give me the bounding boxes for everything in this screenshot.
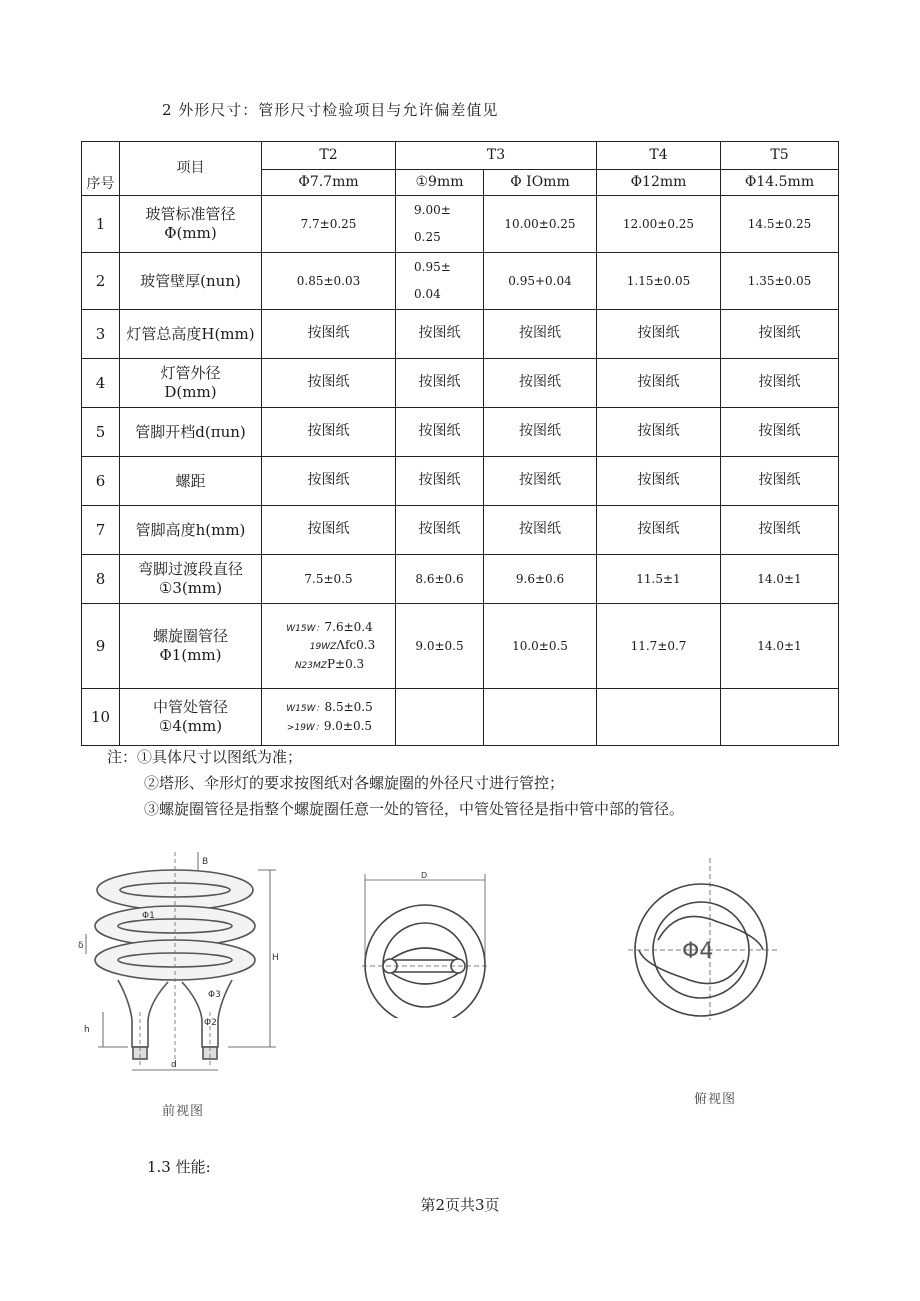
- value-cell: 7.5±0.5: [262, 555, 396, 604]
- table-row: [82, 359, 839, 408]
- value-cell: 0.95+0.04: [484, 253, 597, 310]
- diameter-header: Φ7.7mm: [262, 170, 396, 196]
- value-cell: 1.15±0.05: [597, 253, 721, 310]
- row-number: 4: [82, 359, 120, 408]
- value-cell: 按图纸: [396, 506, 484, 555]
- value-cell: 按图纸: [484, 408, 597, 457]
- diameter-header: ①9mm: [396, 170, 484, 196]
- value-cell: 0.85±0.03: [262, 253, 396, 310]
- value-cell: 按图纸: [262, 408, 396, 457]
- value-cell: 10.00±0.25: [484, 196, 597, 253]
- value-cell: 按图纸: [484, 506, 597, 555]
- value-cell: [396, 689, 484, 746]
- table-row: [82, 310, 839, 359]
- value-cell: 按图纸: [262, 359, 396, 408]
- value-cell: 按图纸: [262, 310, 396, 359]
- value-cell: 按图纸: [396, 457, 484, 506]
- value-cell: [597, 689, 721, 746]
- row-number: 2: [82, 253, 120, 310]
- row-item: 中管处管径 ①4(mm): [120, 689, 262, 746]
- value-cell: 14.0±1: [721, 604, 839, 689]
- value-cell: W15W：7.6±0.4 19WZΛfc0.3 N23MZP±0.3: [262, 604, 396, 689]
- label-phi4: Φ4: [682, 939, 714, 964]
- group-header-t4: T4: [597, 142, 721, 170]
- value-cell: 11.7±0.7: [597, 604, 721, 689]
- value-cell: [721, 689, 839, 746]
- performance-heading: 1.3 性能:: [147, 1158, 211, 1176]
- row-item: 管脚高度h(mm): [120, 506, 262, 555]
- label-d-outer: D: [421, 871, 428, 880]
- row-item: 螺距: [120, 457, 262, 506]
- diameter-header: Φ12mm: [597, 170, 721, 196]
- top-view-caption: 俯视图: [694, 1092, 737, 1107]
- item-header: 项目: [120, 142, 262, 196]
- row-number: 5: [82, 408, 120, 457]
- top-view-drawing-phi4: [618, 850, 788, 1020]
- value-cell: 按图纸: [262, 506, 396, 555]
- value-cell: 10.0±0.5: [484, 604, 597, 689]
- table-row: [82, 408, 839, 457]
- value-cell: 按图纸: [597, 408, 721, 457]
- page-footer: 第2页共3页: [420, 1196, 500, 1214]
- label-d: d: [171, 1060, 177, 1070]
- value-cell: 按图纸: [597, 310, 721, 359]
- table-row: [82, 689, 839, 746]
- table-row: [82, 196, 839, 253]
- value-cell: 按图纸: [721, 457, 839, 506]
- note-1: 注：①具体尺寸以图纸为准；: [107, 748, 303, 766]
- front-view-caption: 前视图: [162, 1104, 205, 1119]
- group-header-t3: T3: [396, 142, 597, 170]
- value-cell: 12.00±0.25: [597, 196, 721, 253]
- row-item: 螺旋圈管径 Φ1(mm): [120, 604, 262, 689]
- value-cell: 8.6±0.6: [396, 555, 484, 604]
- diameter-header: Φ14.5mm: [721, 170, 839, 196]
- row-item: 弯脚过渡段直径 ①3(mm): [120, 555, 262, 604]
- value-cell: 11.5±1: [597, 555, 721, 604]
- value-cell: 1.35±0.05: [721, 253, 839, 310]
- table-row: [82, 604, 839, 689]
- value-cell: 按图纸: [721, 408, 839, 457]
- diameter-header: Φ IOmm: [484, 170, 597, 196]
- value-cell: 14.0±1: [721, 555, 839, 604]
- row-item: 玻管标准管径 Φ(mm): [120, 196, 262, 253]
- row-number: 1: [82, 196, 120, 253]
- value-cell: 按图纸: [396, 310, 484, 359]
- seq-header: 序号: [82, 142, 120, 196]
- row-number: 7: [82, 506, 120, 555]
- value-cell: 按图纸: [484, 457, 597, 506]
- label-phi1: Φ1: [142, 911, 155, 921]
- value-cell: 按图纸: [597, 359, 721, 408]
- value-cell: 14.5±0.25: [721, 196, 839, 253]
- value-cell: 0.95± 0.04: [396, 253, 484, 310]
- label-phi2: Φ2: [204, 1018, 217, 1028]
- value-cell: 按图纸: [721, 506, 839, 555]
- label-phi3: Φ3: [208, 990, 221, 1000]
- note-3: ③螺旋圈管径是指整个螺旋圈任意一处的管径，中管处管径是指中管中部的管径。: [144, 800, 685, 818]
- value-cell: 按图纸: [721, 359, 839, 408]
- value-cell: 7.7±0.25: [262, 196, 396, 253]
- value-cell: 9.00± 0.25: [396, 196, 484, 253]
- row-number: 3: [82, 310, 120, 359]
- tolerance-table: [81, 141, 839, 746]
- top-view-drawing-d: [350, 868, 500, 1018]
- value-cell: 按图纸: [396, 359, 484, 408]
- value-cell: 按图纸: [484, 310, 597, 359]
- value-cell: 9.0±0.5: [396, 604, 484, 689]
- row-number: 8: [82, 555, 120, 604]
- table-row: [82, 457, 839, 506]
- label-delta: δ: [78, 941, 84, 951]
- front-view-drawing: [78, 842, 298, 1082]
- row-number: 10: [82, 689, 120, 746]
- row-item: 玻管壁厚(nun): [120, 253, 262, 310]
- label-h-total: H: [272, 953, 279, 963]
- note-2: ②塔形、伞形灯的要求按图纸对各螺旋圈的外径尺寸进行管控；: [144, 774, 565, 792]
- notes: [107, 744, 684, 822]
- row-number: 6: [82, 457, 120, 506]
- value-cell: 按图纸: [262, 457, 396, 506]
- table-row: [82, 555, 839, 604]
- value-cell: 按图纸: [721, 310, 839, 359]
- section-heading: 2 外形尺寸：管形尺寸检验项目与允许偏差值见: [162, 101, 499, 119]
- value-cell: 9.6±0.6: [484, 555, 597, 604]
- value-cell: 按图纸: [396, 408, 484, 457]
- table-row: [82, 253, 839, 310]
- value-cell: 按图纸: [484, 359, 597, 408]
- row-item: 灯管外径 D(mm): [120, 359, 262, 408]
- label-b: B: [202, 857, 209, 867]
- group-header-t2: T2: [262, 142, 396, 170]
- row-item: 管脚开档d(πun): [120, 408, 262, 457]
- table-row: [82, 506, 839, 555]
- row-number: 9: [82, 604, 120, 689]
- row-item: 灯管总高度H(mm): [120, 310, 262, 359]
- value-cell: 按图纸: [597, 457, 721, 506]
- value-cell: W15W：8.5±0.5 >19W：9.0±0.5: [262, 689, 396, 746]
- label-h-pin: h: [84, 1025, 90, 1035]
- value-cell: 按图纸: [597, 506, 721, 555]
- group-header-t5: T5: [721, 142, 839, 170]
- value-cell: [484, 689, 597, 746]
